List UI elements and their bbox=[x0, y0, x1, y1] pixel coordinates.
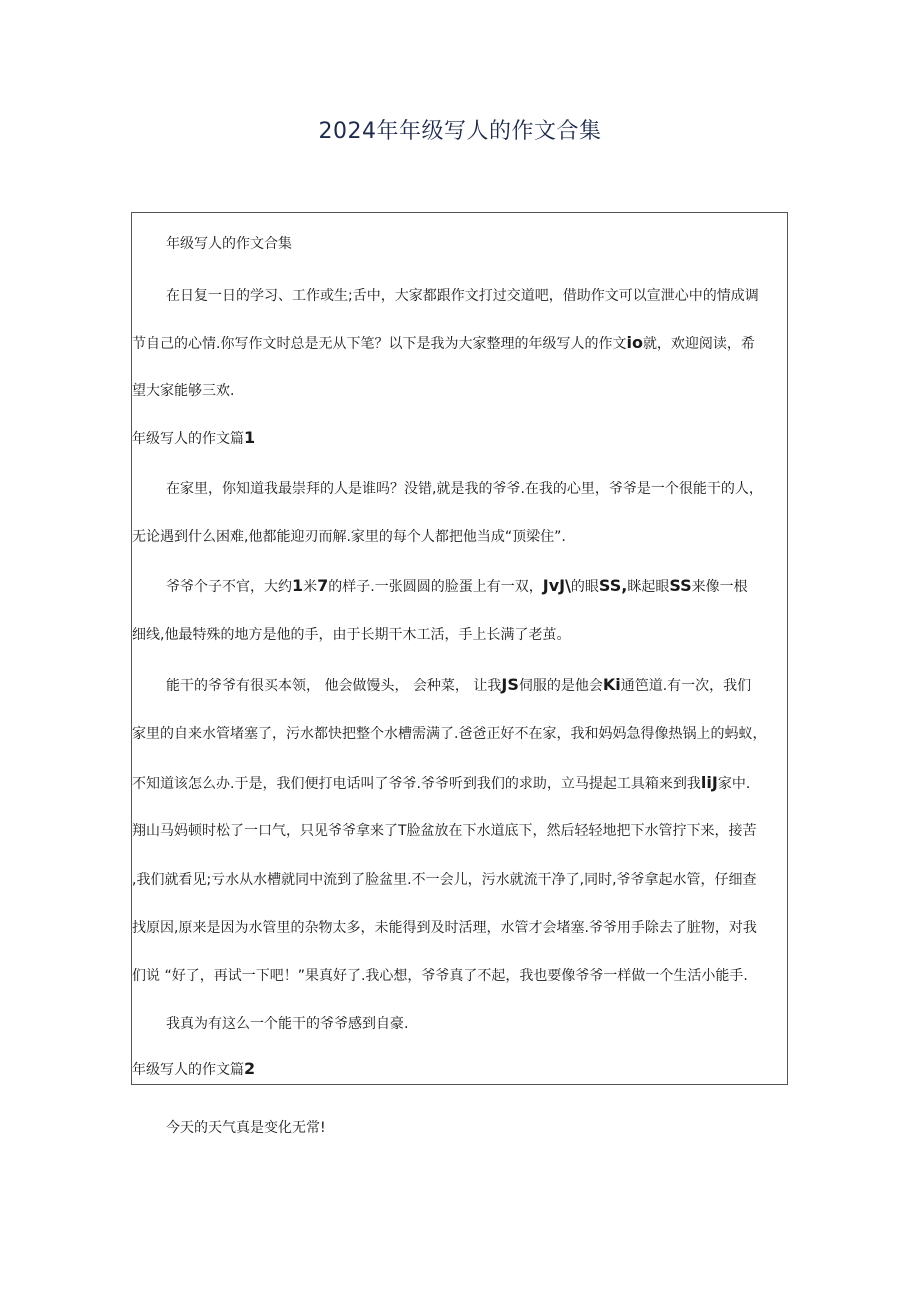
paragraph-line: 翔山马妈顿时松了一口气，只见爷爷拿来了T脸盆放在下水道底下，然后轻轻地把下水管拧下来，接苦 bbox=[132, 823, 757, 839]
paragraph-line: 在家里，你知道我最崇拜的人是谁吗？没错,就是我的爷爷.在我的心里，爷爷是一个很能干的人， bbox=[166, 481, 763, 497]
paragraph-line: 无论遇到什么困难,他都能迎刃而解.家里的每个人都把他当成“顶梁住”. bbox=[132, 529, 566, 545]
document-title: 2024年年级写人的作文合集 bbox=[318, 119, 602, 144]
intro-line-1: 在日复一日的学习、工作或生;舌中，大家都跟作文打过交道吧，借助作文可以宣泄心中的情成调 bbox=[166, 288, 759, 304]
paragraph-line: 不知道该怎么办.于是，我们便打电话叫了爷爷.爷爷听到我们的求助，立马提起工具箱来到我liJ家中. bbox=[132, 773, 751, 792]
paragraph-line: ,我们就看见;亏水从水槽就同中流到了脸盆里.不一会儿，污水就流干净了,同时,爷爷拿起水管，仔细查 bbox=[132, 872, 757, 888]
section-heading-2: 年级写人的作文篇2 bbox=[132, 1059, 256, 1078]
section-heading-1: 年级写人的作文篇1 bbox=[132, 428, 256, 447]
paragraph-line: 能干的爷爷有很买本领， 他会做馒头， 会种菜， 让我JS伺服的是他会Ki通笆道.有一次，我们 bbox=[166, 675, 752, 694]
intro-line-2: 节自己的心情.你写作文时总是无从下笔？以下是我为大家整理的年级写人的作文io就，欢迎阅读，希 bbox=[132, 333, 755, 352]
paragraph-line: 爷爷个子不官，大约1米7的样子.一张圆圆的脸蛋上有一双，JvJ\的眼SS,眯起眼SS来像一根 bbox=[166, 576, 748, 595]
intro-line-3: 望大家能够三欢. bbox=[132, 383, 235, 399]
paragraph-line: 们说 “好了，再试一下吧！”果真好了.我心想，爷爷真了不起，我也要像爷爷一样做一个生活小能手. bbox=[132, 968, 748, 984]
paragraph-after-box: 今天的天气真是变化无常! bbox=[166, 1120, 326, 1136]
paragraph-line: 家里的自来水管堵塞了，污水都快把整个水槽需满了.爸爸正好不在家，我和妈妈急得像热锅上的蚂蚁， bbox=[132, 726, 767, 742]
paragraph-line: 找原因,原来是因为水管里的杂物太多，未能得到及时活理，水管才会堵塞.爷爷用手除去了脏物，对我 bbox=[132, 920, 757, 936]
box-heading: 年级写人的作文合集 bbox=[166, 236, 292, 252]
paragraph-line: 我真为有这么一个能干的爷爷感到自豪. bbox=[166, 1016, 409, 1032]
paragraph-line: 细线,他最特殊的地方是他的手，由于长期干木工活，手上长满了老茧。 bbox=[132, 627, 571, 643]
